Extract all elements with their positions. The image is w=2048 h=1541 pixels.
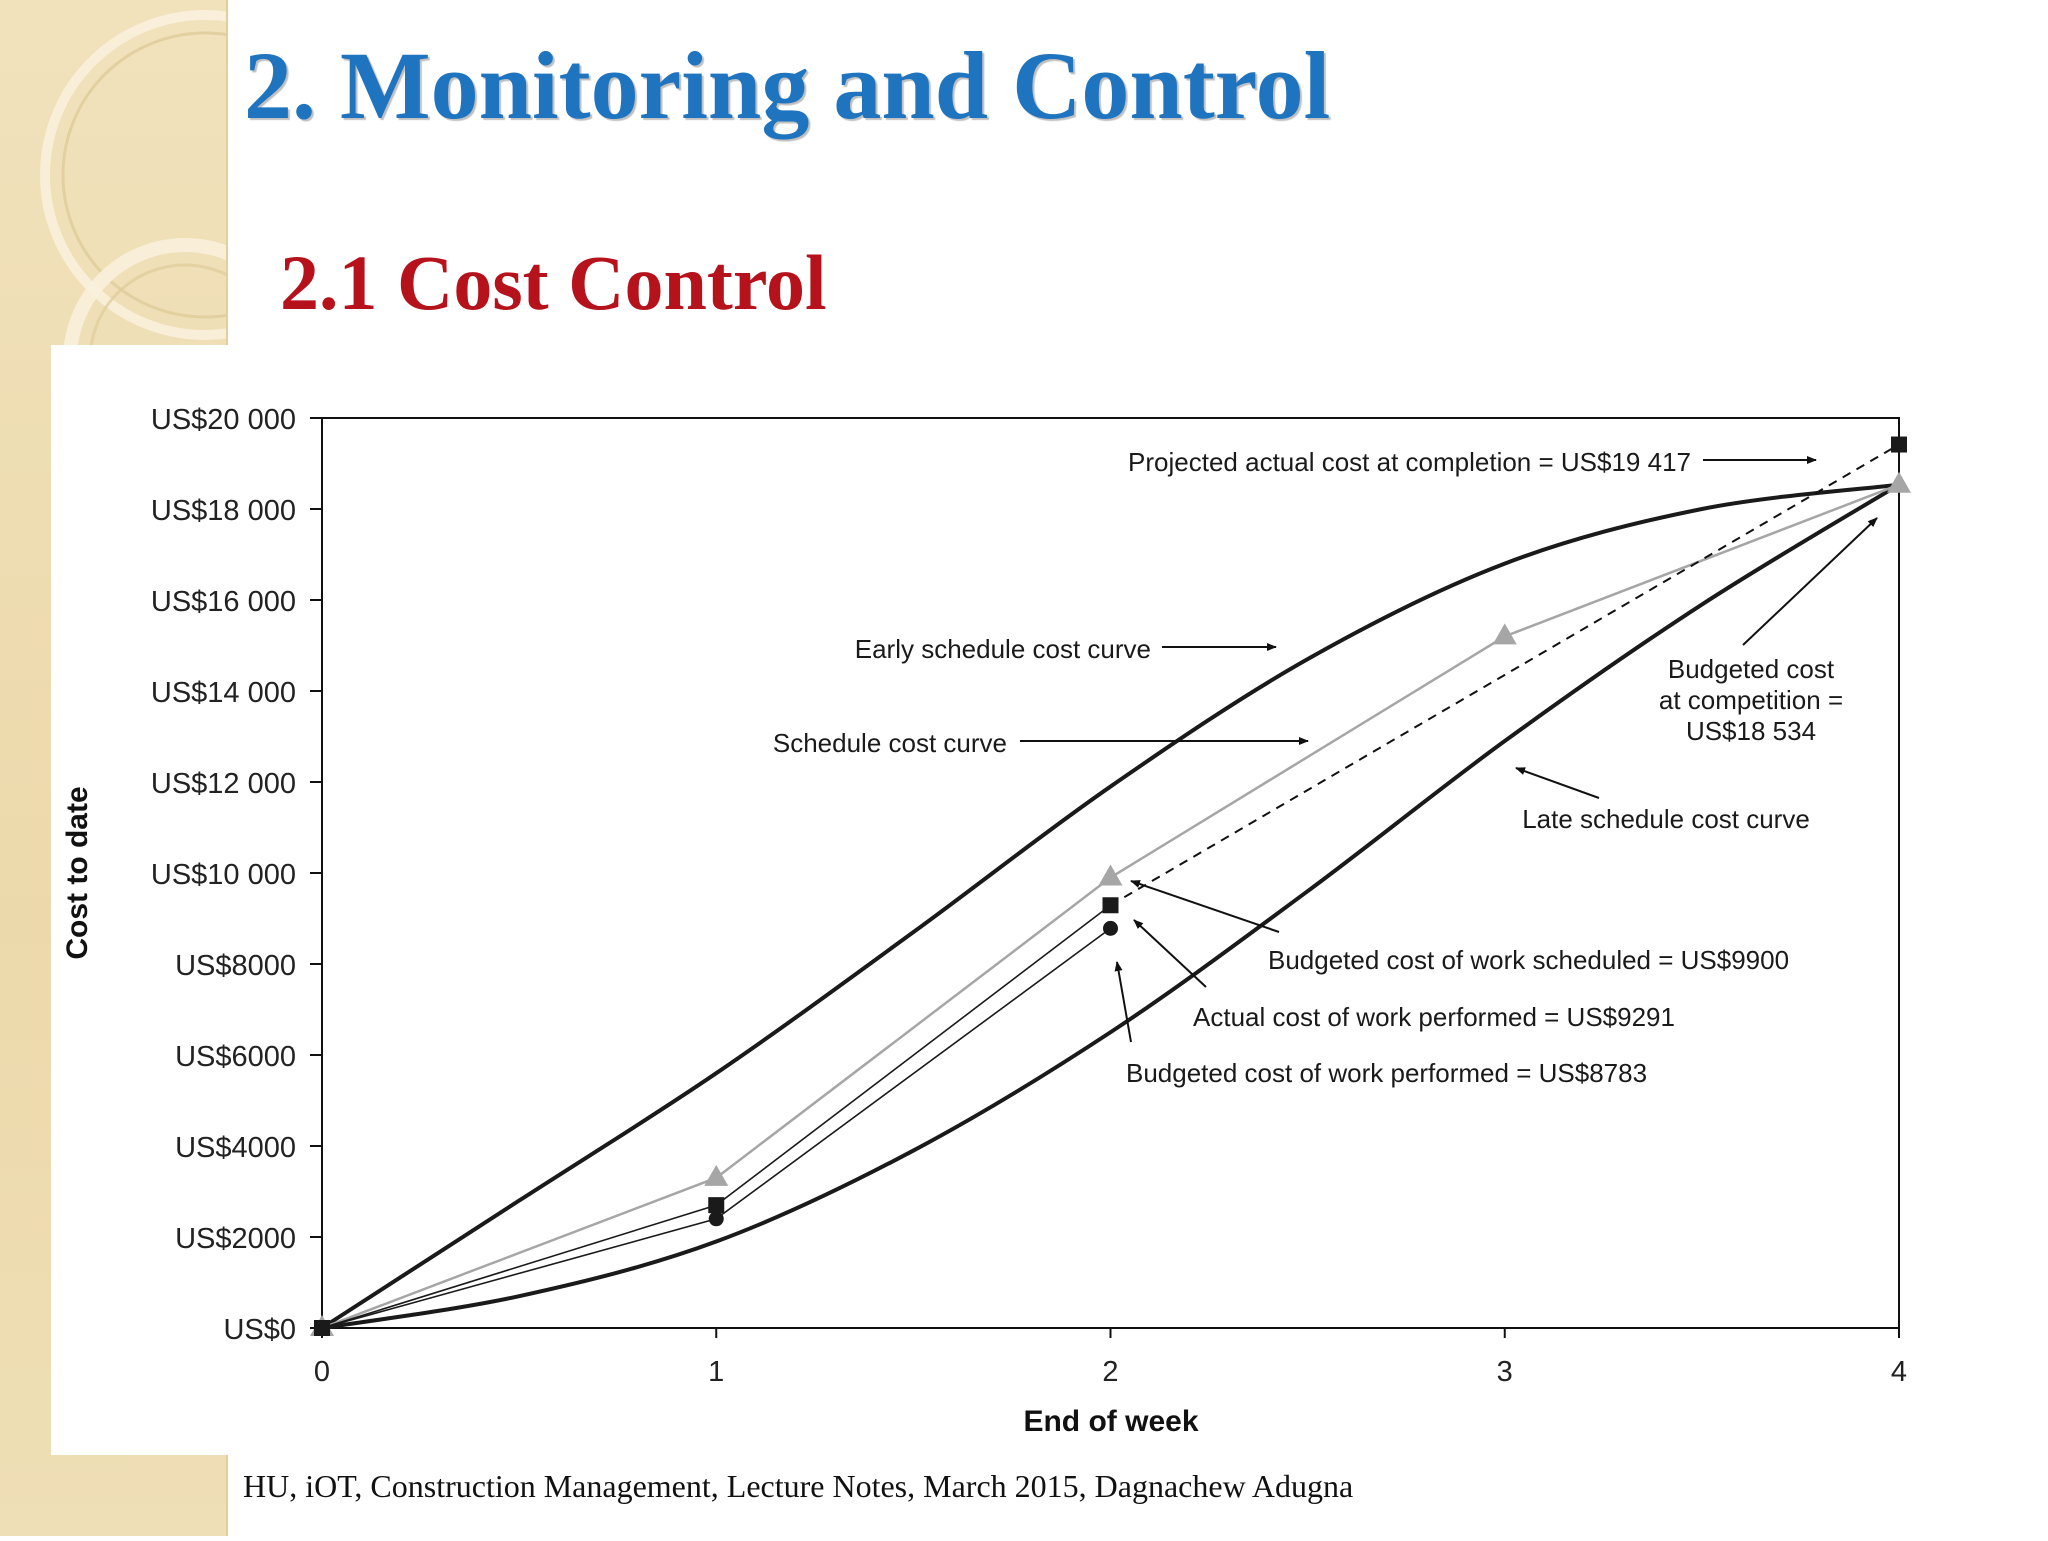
actual-cost-of-work-performed-point — [1103, 897, 1119, 913]
y-tick-label: US$14 000 — [150, 677, 296, 709]
series-layer — [322, 445, 1899, 1328]
arrow-late-schedule — [1516, 768, 1599, 798]
x-tick-label: 0 — [313, 1356, 331, 1388]
annotation-bcwp: Budgeted cost of work performed = US$8783 — [1126, 1058, 1648, 1088]
y-tick-label: US$10 000 — [150, 859, 296, 891]
x-tick-label: 2 — [1102, 1356, 1119, 1388]
budgeted-cost-of-work-performed-point — [315, 1321, 330, 1336]
y-tick-label: US$6000 — [175, 1041, 296, 1073]
budgeted-cost-of-work-performed-point — [1103, 921, 1118, 936]
y-tick-label: US$18 000 — [150, 495, 296, 527]
y-axis — [151, 404, 322, 1346]
slide-title: 2. Monitoring and Control — [244, 32, 1331, 139]
x-axis-label: End of week — [1023, 1405, 1199, 1438]
projected-completion-point — [1891, 437, 1907, 453]
x-tick-label: 4 — [1890, 1356, 1908, 1388]
y-tick-label: US$4000 — [175, 1132, 296, 1164]
schedule-cost-curve-point — [1887, 472, 1911, 493]
arrow-bcws — [1131, 881, 1279, 932]
annotation-bcac: at competition = — [1658, 685, 1844, 715]
annotation-bcac: Budgeted cost — [1667, 654, 1835, 684]
annotation-early: Early schedule cost curve — [854, 634, 1151, 664]
y-axis-label: Cost to date — [61, 786, 94, 960]
x-tick-label: 3 — [1496, 1356, 1513, 1388]
y-tick-label: US$2000 — [175, 1223, 296, 1255]
annotation-bcws: Budgeted cost of work scheduled = US$9900 — [1268, 945, 1790, 975]
arrow-bcwp — [1117, 962, 1131, 1042]
y-tick-label: US$20 000 — [150, 404, 296, 436]
arrow-acwp — [1134, 920, 1206, 987]
footer-citation: HU, iOT, Construction Management, Lecture Notes, March 2015, Dagnachew Adugna — [243, 1468, 1354, 1504]
y-tick-label: US$0 — [223, 1314, 296, 1346]
y-tick-label: US$8000 — [175, 950, 296, 982]
chart-panel — [51, 345, 1947, 1455]
schedule-cost-curve-point — [1099, 865, 1123, 886]
annotation-acwp: Actual cost of work performed = US$9291 — [1193, 1002, 1675, 1032]
annotation-sched: Schedule cost curve — [772, 728, 1007, 758]
cost-control-chart — [51, 345, 1947, 1455]
budgeted-cost-of-work-performed-point — [709, 1211, 724, 1226]
x-tick-label: 1 — [708, 1356, 725, 1388]
slide-subtitle: 2.1 Cost Control — [280, 239, 827, 326]
x-axis — [314, 1328, 1907, 1388]
annotation-proj: Projected actual cost at completion = US$19 417 — [1128, 447, 1691, 477]
annotation-bcac: US$18 534 — [1685, 716, 1817, 746]
y-tick-label: US$16 000 — [150, 586, 296, 618]
y-tick-label: US$12 000 — [150, 768, 296, 800]
annotation-late: Late schedule cost curve — [1522, 804, 1810, 834]
schedule-cost-curve-point — [704, 1165, 728, 1186]
annotations — [773, 447, 1843, 1088]
budgeted-cost-of-work-performed-line — [322, 928, 1111, 1328]
actual-cost-of-work-performed-point — [708, 1197, 724, 1213]
